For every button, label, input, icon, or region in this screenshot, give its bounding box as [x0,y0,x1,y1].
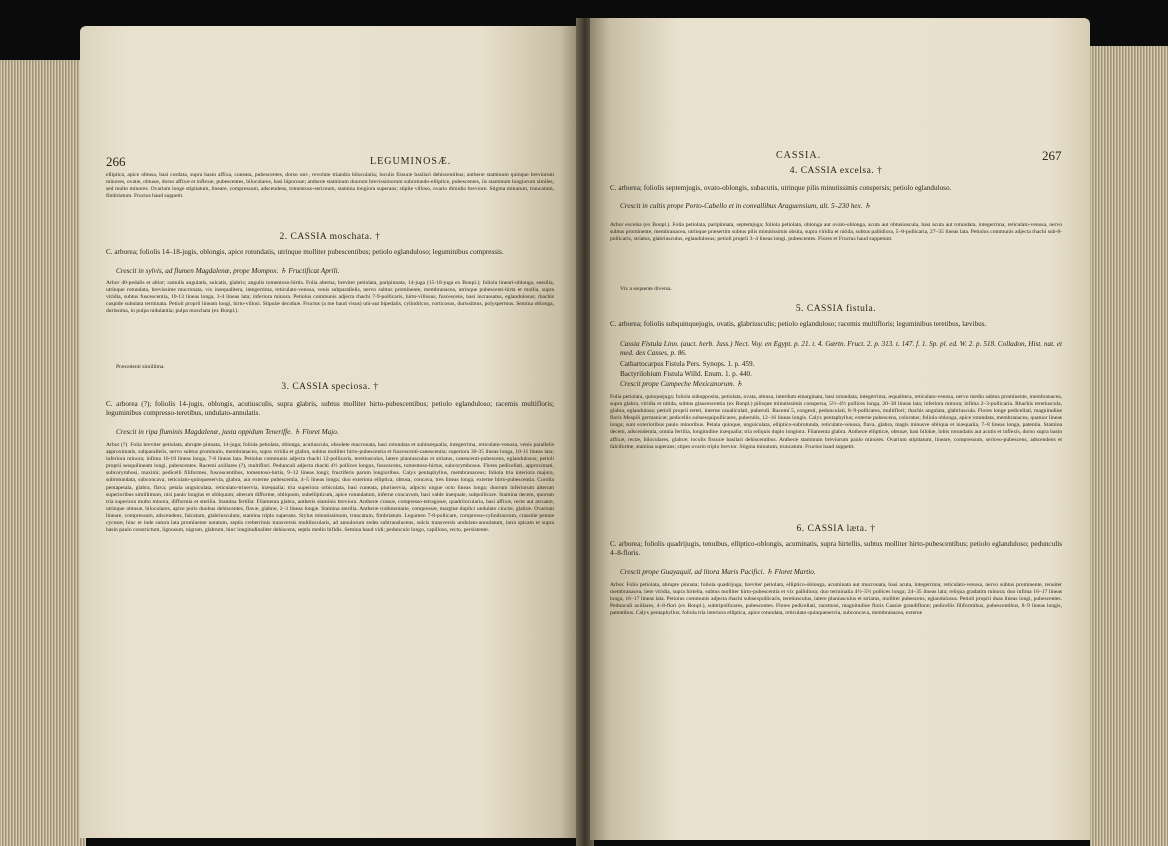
species-description: Arbor excelsa (ex Bonpl.). Folia petiolata, paripinnata, septemjuga; foliola petiolata, oblonga aut ovato-oblonga, acuta aut obtusiuscula, basi acuta aut rotundata, integerrima, reticulato-venosa, nervo subtus prominente, membranacea, utrinque præsertim subtus pilis minutissimis obsita, supra viridia et nitida, subtus pallidiora, 5–8-pollicaria, 27–35 lineas lata. Petiolus communis adjecta rhachi sub-8-pollicaris, striatus, glabriusculus, eglandulosus; petioli proprii 3–4 lineas longi, pubescentes. Flores et Fructus haud suppetunt. [610,222,1062,243]
species-description: Arbor. Folia petiolata, abrupte pinnata; foliola quadrijuga, breviter petiolata, elliptico-oblonga, acuminata aut mucronata, basi acuta, integerrima, reticulato-venosa, nervo subtus prominente, tenuiter membranacea, læte viridia, supra hirtella, subtus molliter hirto-pubescentia et vix pallidiora; duo terminalia 4½–5½ pollices longa; 24–35 lineas lata; reliqua gradatim minora; duo infima 16–17 lineas longa, 16–17 lineas lata. Petiolus communis adjecta rhachi subsexpollicaris, teretiusculus, latere planiusculus et striatus, molliter pubescens, eglandulosus. Petioli proprii duas lineas longi, pubescentes. Pedunculi axillares, 4–8-flori (ex Bonpl.), subtripollicares, pubescentes. Flores pedicellati, racemosi, magnitudine floris Cassiæ grandifloræ; pedicellis filiformibus, pubescentibus, 8–9 lineas longis, patentibus. Calyx pentaphyllus; foliola tria interiora elliptica, apice rotundata, reticulato-quinquenervia, subconcava, membranacea, externe [610,582,1062,617]
species-habitat: Crescit in cultis prope Porto-Cabello et in convallibus Araguensium, alt. 5–230 hex. ♄ [620,202,871,210]
running-head: CASSIA. [776,150,822,161]
page-number: 266 [106,154,126,169]
species-habitat: Crescit in ripa fluminis Magdalenæ, juxta oppidum Teneriffe. ♄ Floret Majo. [116,428,339,436]
species-description: Arbor (?). Folia breviter petiolata, abrupte pinnata, 14-juga; foliola petiolata, oblonga, acutiuscula, obsolete mucronata, basi rotundata et subinæqualia, integerrima, reticulato-venosa, venis parallelis approximatis, subparallelis, nervo subtus prominulo, membranacea, supra viridia et glabra, subtus molliter hirto-pubescentia et fuscescenti-canescentia; superiora 30-35 lineas longa, 10-11 lineas lata; inferiora minora; infima 16-18 lineas longa, 7-8 lineas lata. Petiolus communis adjecta rhachi 12-pollicaris, teretiusculus, latere planiusculus et striatus, canescenti-pubescens, eglandulosus; petioli proprii sesquilineam longi, pubescentes. Racemi axillares (?), multiflori. Pedunculi adjecta rhachi 4½ pollices longus, fuscescens, tomentoso-hirtus, subcorymbosus. Flores pedicellati, approximati, subcorymbosi, maximi; pedicelli filiformes, fuscescentibus, tomentoso-hirtis, 9–12 lineas longi; fructiferis parum longioribus. Calyx pentaphyllus, membranaceus; foliola tria interiora majora, subrotundata, subconcava, reticulato-quinquenervia, glabra, aut externe pubescentia, 4–5 lineas longa; duo exteriora elliptica, obtusa, concava, tres lineas longa, externe hirto-pubescentia. Corolla pentapetala, glabra, flava; petala unguiculata, reticulato-trinervia, inæqualia; tria superiora orbiculata, basi cuneata, plurinervia, adpicto ungue octo lineas longa; duorum inferiorum alterum superioribus simillimum, nisi paulo longius et obliquum; alterum difforme, obliquum, subellipticum, apice rotundatum, inferne concavum, basi valde inæquale, subpollicare. Stamina decem, quorum tria superiora multo minora, difformia et sterilia. Stamina fertilia: Filamenta glabra, antheris staminis breviora. Antheræ crassæ, compresso-tetragonæ, quadrilocularia, basi affixæ, recte aut arcuatæ, utrinque obtusæ, biloculares, apice poris duobus dehiscentes, flavæ, glabræ, 2–3 lineas longæ. Stamina sterilia. Antheræ rudimentarie, compressæ, margine duplici undulato cinctæ, glabræ. Ovarium lineare, compressum, adscendens, falcatum, glabriusculum, stamina triplo superans. Stylus minutissimum, truncatum, fimbriatum. Legumen 7-8-pollicare, compresso-cylindraceum, crassitie pennæ cycneæ, hinc et inde sutura lata prominente notatum, septis creberrimis transversis multilocularis, ad annulorum sedes subtranslucens, sulcis transversis undulato-annulatum, intra spicam et supra basin paulo constrictum, lignosum, nigrum, glabrum, hinc longitudinaliter dehiscens, septis medio bifidis. Semina haud vidi; pedunculo longo, capilloso, recto, persistente. [106,442,554,534]
species-heading: 3. CASSIA speciosa. † [281,382,379,392]
species-note: Præcedenti simillima. [116,364,165,370]
synonym-reference: Cassia Fistula Linn. (auct. herb. Juss.) Nect. Voy. en Egypt. p. 21. t. 4. Gærtn. Fruct. 2. p. 313. t. 147. f. 1. Sp. pl. ed. W. 2. p. 518. Colladon, Hist. nat. et med. des Casses, p. 86. [620,340,1062,358]
species-description: Folia petiolata, quinquejuga; foliola subopposita, petiolata, ovata, obtusa, interdum emarginata, basi rotundata, integerrima, æqualitera, reticulato-venosa, nervo medio subtus prominente, membranacea, supra glabra, viridia et nitida, subtus glaucescentia (ex Bonpl.) pilisque minutissimis conspersa, 5½–4½ pollices longa, 20–30 lineas lata; inferiora minora; infima 2–3-pollicaria. Rhachis teretiuscula, glabra, eglandulosa; petioli proprii tereti, interne canaliculati, puberuli. Racemi 5, congesti, pedunculati, 8–9-pollicares, multiflori; rhachis angulata, glabriuscula. Flores longe pedicellati, magnitudine floris Mespili germanicæ; pedicellis subsesquipollicares, puberulis, 12–16 lineas longis. Calyx pentaphyllus; externe pubescens, coloratus; foliola oblonga, apice rotundata, membranacea, quatuor lineas longa; sunt exterioribus paulo minoribus. Petala quinque, unguiculata, elliptico-subrotunda, reticulato-venosa, flava, glabra, magis minusve obliqua et inæqualia, 7–8 lineas longa, patentia. Stamina decem, adscendentia, omnia fertilia, longitudine inæqualia; tria reliquis duplo longiora. Filamenta glabra. Antheræ ellipticæ, obtusæ, basi bilobæ, lobis rotundatis aut acutis et inflexis, dorso supra basin affixæ, rectæ, biloculares, glabræ; loculis fissuræ basilari dehiscentibus. Antheræ staminum breviorum paulo minores. Ovarium stipitatum, lineare, compressum, sericeo-pubescens, adscendens et falciforme, stamina superans; stipes ovario triplo brevior. Stigma minutum, truncatum. Fructus haud suppetit. [610,394,1062,450]
right-page [590,18,1090,840]
left-page-stack-edge [0,60,86,846]
species-note: Vix a sequente diversa. [620,286,672,292]
right-page-stack-edge [1090,46,1168,846]
species-habitat: Crescit prope Guayaquil, ad litora Maris Pacifici. ♄ Floret Martio. [620,568,816,576]
species-heading: 4. CASSIA excelsa. † [789,166,883,176]
species-description: Arbor 40-pedalis et altior; ramulis angulatis, sulcatis, glabris; angulis tomentoso-hirtis. Folia alterna, breviter petiolata, paripinnata, 14-juga (15-18-juga ex Bonpl.); foliola lineari-oblonga, sessilia, utrinque rotundata, brevissime mucronata, vix inæqualitera, integerrima, reticulato-venosa, venis subparallelis, nervo subtus prominente, membranacea, utrinque pubescenti-hirta et mollia, supra viridia, subtus fuscescentia, 10-13 lineas longa, 3-4 lineas lata; inferiora minora. Petiolus communis adjecta rhachi 7-9-pollicaris, hirto-villosus, fuscescens, basi incrassatus, eglandulosus; rhachis cuspide subulata terminata. Petioli proprii lineam longi, hirto-villosi. Stipulæ deciduæ. Fructus (a me haud visus) uni-aut bipedalis, cylindricus, corticosus, durissimus, polyspermus. Semina oblonga, durissima, in pulpa nidulantia; pulpa moschata (ex Bonpl.). [106,280,554,315]
species-diagnosis: C. arborea; foliolis subquinquejugis, ovatis, glabriusculis; petiolo eglanduloso; racemis multifloris; leguminibus teretibus, lævibus. [610,320,987,328]
continued-description: elliptica, apice obtusa, basi cordata, supra basin affixa, cuneata, pubescentes, dorso uni-, revolute triandra bilocularia; loculis fissuræ basilari dehiscentibus; antheræ staminum quinque breviorum minores, ovatæ, obtusæ, dorso affixæ et inflexæ, pubescentes, biloculares, basi biporosæ; antheræ staminum duorum brevissimorum subrotundo-elliptice, pubescentes, iis staminum longiorum similes, sed multo minores. Ovarium longe stipitatum, lineare, compressum, adscendens, tomentoso-sericeum, stamina longiora superans; stipite villoso, ovario dimidio breviore. Stigma minutum, truncatum, fimbriatum. Fructus haud suppetit. [106,172,554,200]
species-heading: 6. CASSIA læta. † [796,524,876,534]
species-diagnosis: C. arborea; foliolis quadrijugis, tenuibus, elliptico-oblongis, acuminatis, supra hirtellis, subtus molliter hirto-pubescentibus; petiolo eglanduloso; pedunculis 4–8-floris. [610,540,1062,558]
left-page [80,26,580,838]
species-heading: 5. CASSIA fistula. [795,304,877,314]
page-number: 267 [1042,148,1062,163]
species-habitat: Crescit in sylvis, ad flumen Magdalenæ, prope Mompox. ♄ Fructificat Aprili. [116,267,340,275]
running-head: LEGUMINOSÆ. [370,156,452,167]
species-heading: 2. CASSIA moschata. † [279,232,381,242]
species-habitat: Crescit prope Campeche Mexicanorum. ♄ [620,380,743,388]
species-diagnosis: C. arborea (?); foliolis 14-jugis, oblongis, acutiusculis, supra glabris, subtus molliter hirto-pubescentibus; petiolo eglanduloso; racemis multifloris; leguminibus compresso-teretibus, undulato-annulatis. [106,400,554,418]
species-diagnosis: C. arborea; foliolis 14–18-jugis, oblongis, apice rotundatis, utrinque molliter pubescentibus; petiolo eglanduloso; leguminibus compressis. [106,248,504,256]
synonym-reference: Cathartocarpus Fistula Pers. Synops. 1. p. 459. [620,360,755,368]
species-diagnosis: C. arborea; foliolis septemjugis, ovato-oblongis, subacutis, utrinque pilis minutissimis conspersis; petiolo eglanduloso. [610,184,952,192]
synonym-reference: Bactyrilobium Fistula Willd. Enum. 1. p. 440. [620,370,752,378]
